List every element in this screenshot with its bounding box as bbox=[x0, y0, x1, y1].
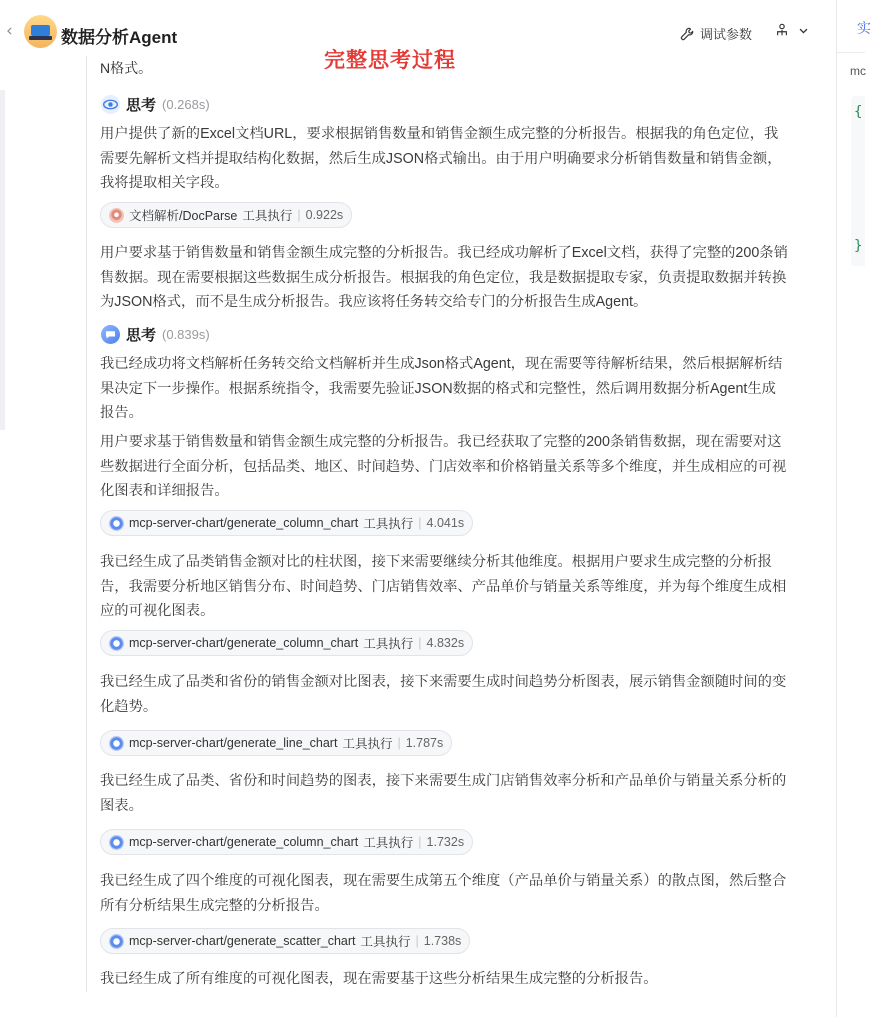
thought-paragraph: 用户提供了新的Excel文档URL，要求根据销售数量和销售金额生成完整的分析报告。根据我的角色定位，我需要先解析文档并提取结构化数据，然后生成JSON格式输出。由于用户明确要求分析销售数量和销售金额，我将提取相关字段。 bbox=[100, 126, 782, 191]
tool-name: 文档解析/DocParse bbox=[129, 209, 238, 223]
code-close-brace: } bbox=[854, 238, 863, 254]
tool-kind: 工具执行 bbox=[242, 209, 293, 223]
thought-paragraph: 我已经生成了品类销售金额对比的柱状图，接下来需要继续分析其他维度。根据用户要求生成完整的分析报告，我需要分析地区销售分布、时间趋势、门店销售效率、产品单价与销量关系等维度，并为每个维度生成相应的可视化图表。 bbox=[100, 554, 787, 619]
tool-duration: 1.787s bbox=[405, 736, 444, 750]
agent-avatar bbox=[24, 15, 57, 48]
thought-paragraph: 我已经生成了四个维度的可视化图表，现在需要生成第五个维度（产品单价与销量关系）的散点图，然后整合所有分析结果生成完整的分析报告。 bbox=[100, 873, 787, 914]
thought-paragraph: 用户要求基于销售数量和销售金额生成完整的分析报告。我已经获取了完整的200条销售数据，现在需要对这些数据进行全面分析，包括品类、地区、时间趋势、门店效率和价格销量关系等多个维度，并生成相应的可视化图表和详细报告。 bbox=[100, 434, 787, 499]
chart-tool-icon bbox=[109, 934, 124, 949]
think-duration: (0.268s) bbox=[162, 97, 210, 112]
chevron-down-icon bbox=[798, 25, 809, 36]
right-panel-divider bbox=[837, 52, 865, 53]
think-duration: (0.839s) bbox=[162, 327, 210, 342]
chevron-left-icon[interactable]: ‹ bbox=[6, 21, 13, 41]
tool-call-chip[interactable] bbox=[100, 630, 473, 656]
tool-call-chip[interactable] bbox=[100, 510, 473, 536]
doc-parse-icon bbox=[109, 208, 124, 223]
tool-name: mcp-server-chart/generate_scatter_chart bbox=[129, 934, 356, 948]
debug-params-button[interactable] bbox=[680, 24, 752, 43]
wrench-icon bbox=[680, 27, 694, 41]
think-label: 思考 bbox=[126, 97, 157, 114]
tool-kind: 工具执行 bbox=[363, 517, 414, 531]
tool-call-chip[interactable] bbox=[100, 730, 452, 756]
tool-separator: | bbox=[418, 835, 422, 849]
tool-duration: 1.732s bbox=[426, 835, 465, 849]
right-panel-tab[interactable]: 实 bbox=[857, 20, 871, 36]
tool-call-chip[interactable] bbox=[100, 829, 473, 855]
chart-tool-icon bbox=[109, 636, 124, 651]
tool-name: mcp-server-chart/generate_line_chart bbox=[129, 736, 338, 750]
tool-name: mcp-server-chart/generate_column_chart bbox=[129, 636, 359, 650]
lead-in-text: N格式。 bbox=[100, 60, 153, 76]
code-open-brace: { bbox=[854, 104, 863, 120]
eye-icon bbox=[101, 95, 120, 114]
tool-separator: | bbox=[397, 736, 401, 750]
agent-title: 数据分析Agent bbox=[61, 28, 178, 47]
tool-name: mcp-server-chart/generate_column_chart bbox=[129, 835, 359, 849]
debug-params-label: 调试参数 bbox=[700, 27, 753, 42]
thought-paragraph: 我已经成功将文档解析任务转交给文档解析并生成Json格式Agent，现在需要等待解析结果，然后根据解析结果决定下一步操作。根据系统指令，我需要先验证JSON数据的格式和完整性，然后调用数据分析Agent生成报告。 bbox=[100, 356, 783, 421]
tool-name: mcp-server-chart/generate_column_chart bbox=[129, 516, 359, 530]
chart-tool-icon bbox=[109, 835, 124, 850]
thought-paragraph: 我已经生成了品类和省份的销售金额对比图表，接下来需要生成时间趋势分析图表，展示销售金额随时间的变化趋势。 bbox=[100, 674, 787, 715]
tool-kind: 工具执行 bbox=[363, 637, 414, 651]
annotation-label: 完整思考过程 bbox=[324, 49, 456, 72]
thought-paragraph: 我已经生成了品类、省份和时间趋势的图表，接下来需要生成门店销售效率分析和产品单价与销量关系分析的图表。 bbox=[100, 773, 787, 814]
tool-separator: | bbox=[297, 208, 301, 222]
tool-kind: 工具执行 bbox=[363, 836, 414, 850]
tool-duration: 1.738s bbox=[423, 934, 462, 948]
thought-paragraph: 用户要求基于销售数量和销售金额生成完整的分析报告。我已经成功解析了Excel文档，获得了完整的200条销售数据。现在需要根据这些数据生成分析报告。根据我的角色定位，我是数据提取专家，负责提取数据并转换为JSON格式，而不是生成分析报告。我应该将任务转交给专门的分析报告生成Agent。 bbox=[100, 245, 788, 310]
think-header[interactable] bbox=[101, 94, 210, 115]
tool-kind: 工具执行 bbox=[360, 935, 411, 949]
right-panel-field: mc bbox=[850, 64, 866, 78]
tool-separator: | bbox=[418, 636, 422, 650]
tool-call-chip[interactable] bbox=[100, 928, 470, 954]
left-edge-strip bbox=[0, 90, 5, 430]
tool-kind: 工具执行 bbox=[342, 737, 393, 751]
chart-tool-icon bbox=[109, 736, 124, 751]
thought-paragraph: 我已经生成了所有维度的可视化图表，现在需要基于这些分析结果生成完整的分析报告。 bbox=[100, 971, 658, 987]
tool-separator: | bbox=[418, 516, 422, 530]
tool-call-chip[interactable] bbox=[100, 202, 352, 228]
right-panel bbox=[837, 0, 871, 1017]
person-share-icon bbox=[775, 23, 789, 37]
share-dropdown[interactable] bbox=[775, 23, 809, 37]
tool-duration: 4.041s bbox=[426, 516, 465, 530]
tool-duration: 0.922s bbox=[305, 208, 344, 222]
tool-duration: 4.832s bbox=[426, 636, 465, 650]
chart-tool-icon bbox=[109, 516, 124, 531]
bubble-icon bbox=[101, 325, 120, 344]
thinking-timeline bbox=[86, 56, 792, 992]
think-header[interactable] bbox=[101, 324, 210, 345]
tool-separator: | bbox=[415, 934, 419, 948]
think-label: 思考 bbox=[126, 327, 157, 344]
